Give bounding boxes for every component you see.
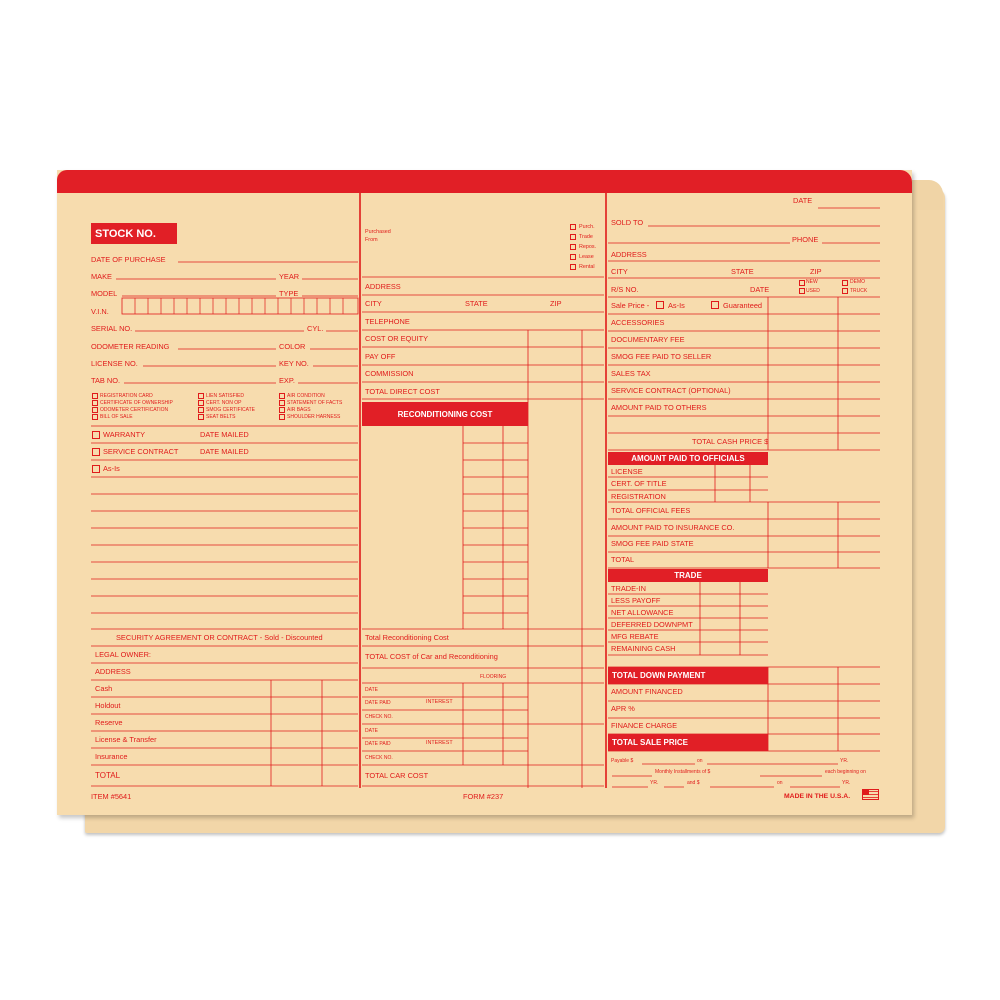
cyl-label: CYL. [307, 324, 324, 333]
net-allowance-label: NET ALLOWANCE [611, 608, 674, 617]
right-state-label: STATE [731, 267, 754, 276]
finance-charge-label: FINANCE CHARGE [611, 721, 678, 730]
less-payoff-label: LESS PAYOFF [611, 596, 661, 605]
rs-no-label: R/S NO. [611, 285, 639, 294]
final-yr-label: YR. [842, 780, 851, 786]
total-direct-cost-label: TOTAL DIRECT COST [365, 387, 440, 396]
installment-yr-label: YR. [650, 780, 659, 786]
date-label: DATE [365, 687, 378, 693]
exp-label: EXP. [279, 376, 295, 385]
us-flag-icon [862, 789, 879, 800]
trade-in-label: TRADE-IN [611, 584, 646, 593]
serial-no-label: SERIAL NO. [91, 324, 133, 333]
total-official-fees-label: TOTAL OFFICIAL FEES [611, 506, 691, 515]
total-car-cost-label: TOTAL CAR COST [365, 771, 429, 780]
doc-label: CERTIFICATE OF OWNERSHIP [100, 400, 173, 406]
left-address-label: ADDRESS [95, 667, 131, 676]
as-is-checkbox[interactable] [92, 465, 100, 473]
model-label: MODEL [91, 289, 118, 298]
rental-checkbox[interactable] [570, 264, 576, 270]
telephone-label: TELEPHONE [365, 317, 410, 326]
total-cost-car-label: TOTAL COST of Car and Reconditioning [365, 652, 498, 661]
total-down-payment-header: TOTAL DOWN PAYMENT [608, 667, 768, 684]
doc-label: CERT. NON OP [206, 400, 242, 406]
doc-checkbox[interactable] [92, 407, 98, 413]
amount-paid-others-label: AMOUNT PAID TO OTHERS [611, 403, 707, 412]
date-paid-label: DATE PAID [365, 700, 391, 706]
insurance-label: Insurance [95, 752, 128, 761]
right-date-label: DATE [793, 196, 813, 205]
left-total-label: TOTAL [95, 771, 121, 780]
made-in-usa-label: MADE IN THE U.S.A. [784, 793, 851, 800]
as-is-label: As-Is [103, 464, 120, 473]
payable-yr-label: YR. [840, 758, 849, 764]
doc-label: LIEN SATISFIED [206, 393, 244, 399]
date-mailed-label: DATE MAILED [200, 430, 249, 439]
purch-checkbox[interactable] [570, 224, 576, 230]
doc-checkbox[interactable] [198, 414, 204, 420]
doc-label: AIR BAGS [287, 407, 311, 413]
payable-on-label: on [697, 758, 703, 764]
flooring-label: FLOORING [480, 674, 507, 680]
sold-to-label: SOLD TO [611, 218, 644, 227]
date-label: DATE [365, 728, 378, 734]
right-total-label: TOTAL [611, 555, 635, 564]
remaining-cash-label: REMAINING CASH [611, 644, 676, 653]
doc-label: REGISTRATION CARD [100, 393, 153, 399]
pay-off-label: PAY OFF [365, 352, 396, 361]
doc-label: ODOMETER CERTIFICATION [100, 407, 169, 413]
doc-label: SEAT BELTS [206, 414, 236, 420]
lease-checkbox[interactable] [570, 254, 576, 260]
purch-label: Purch. [579, 224, 595, 230]
doc-label: SHOULDER HARNESS [287, 414, 341, 420]
commission-label: COMMISSION [365, 369, 414, 378]
truck-checkbox[interactable] [842, 288, 848, 294]
doc-checkbox[interactable] [279, 407, 285, 413]
smog-fee-state-label: SMOG FEE PAID STATE [611, 539, 694, 548]
cash-label: Cash [95, 684, 113, 693]
license-label: LICENSE [611, 467, 643, 476]
doc-checkbox[interactable] [279, 393, 285, 399]
right-zip-label: ZIP [810, 267, 822, 276]
doc-checkbox[interactable] [92, 414, 98, 420]
doc-checkbox[interactable] [279, 414, 285, 420]
total-sale-price-header: TOTAL SALE PRICE [608, 734, 768, 751]
tab-no-label: TAB NO. [91, 376, 121, 385]
rs-date-label: DATE [750, 285, 770, 294]
rental-label: Rental [579, 264, 595, 270]
purchased-from-label: Purchased From [365, 229, 391, 243]
payable-label: Payable $ [611, 758, 634, 764]
sale-as-is-checkbox[interactable] [656, 301, 664, 309]
security-agreement-label: SECURITY AGREEMENT OR CONTRACT - Sold - Discounted [116, 633, 323, 642]
reserve-label: Reserve [95, 718, 123, 727]
reconditioning-cost-header: RECONDITIONING COST [362, 402, 528, 426]
repos-label: Repos. [579, 244, 597, 250]
and-label: and $ [687, 780, 700, 786]
date-mailed-label: DATE MAILED [200, 447, 249, 456]
guaranteed-label: Guaranteed [723, 301, 763, 310]
new-checkbox[interactable] [799, 280, 805, 286]
repos-checkbox[interactable] [570, 244, 576, 250]
doc-checkbox[interactable] [198, 407, 204, 413]
doc-checkbox[interactable] [198, 400, 204, 406]
holdout-label: Holdout [95, 701, 121, 710]
service-contract-optional-label: SERVICE CONTRACT (OPTIONAL) [611, 386, 731, 395]
form-number: FORM #237 [463, 792, 504, 801]
total-cash-price-label: TOTAL CASH PRICE $ [692, 437, 769, 446]
cert-title-label: CERT. OF TITLE [611, 479, 667, 488]
service-contract-label: SERVICE CONTRACT [103, 447, 179, 456]
doc-label: STATEMENT OF FACTS [287, 400, 343, 406]
phone-label: PHONE [792, 235, 819, 244]
color-label: COLOR [279, 342, 306, 351]
doc-label: SMOG CERTIFICATE [206, 407, 255, 413]
vin-label: V.I.N. [91, 307, 109, 316]
trade-label: Trade [579, 234, 593, 240]
warranty-label: WARRANTY [103, 430, 146, 439]
each-beginning-label: each beginning on [825, 769, 866, 775]
sales-tax-label: SALES TAX [611, 369, 651, 378]
mfg-rebate-label: MFG REBATE [611, 632, 659, 641]
doc-label: BILL OF SALE [100, 414, 133, 420]
amount-paid-insurance-label: AMOUNT PAID TO INSURANCE CO. [611, 523, 735, 532]
date-of-purchase-label: DATE OF PURCHASE [91, 255, 166, 264]
vin-boxes [122, 298, 358, 314]
mid-address-label: ADDRESS [365, 282, 401, 291]
right-address-label: ADDRESS [611, 250, 647, 259]
stock-no-header: STOCK NO. [91, 223, 177, 244]
demo-label: DEMO [850, 279, 865, 285]
installment-on-label: on [777, 780, 783, 786]
total-reconditioning-label: Total Reconditioning Cost [365, 633, 449, 642]
used-label: USED [806, 288, 820, 294]
guaranteed-checkbox[interactable] [711, 301, 719, 309]
legal-owner-label: LEGAL OWNER: [95, 650, 151, 659]
cost-equity-label: COST OR EQUITY [365, 334, 429, 343]
license-no-label: LICENSE NO. [91, 359, 138, 368]
sale-price-label: Sale Price - [611, 301, 650, 310]
monthly-installments-label: Monthly Installments of $ [655, 769, 711, 775]
accessories-label: ACCESSORIES [611, 318, 665, 327]
documentary-fee-label: DOCUMENTARY FEE [611, 335, 685, 344]
check-no-label: CHECK NO. [365, 755, 393, 761]
amount-financed-label: AMOUNT FINANCED [611, 687, 683, 696]
make-label: MAKE [91, 272, 112, 281]
year-label: YEAR [279, 272, 300, 281]
warranty-checkbox[interactable] [92, 431, 100, 439]
interest-label: INTEREST [426, 740, 453, 746]
trade-header: TRADE [608, 569, 768, 582]
truck-label: TRUCK [850, 288, 868, 294]
new-label: NEW [806, 279, 818, 285]
item-number: ITEM #5641 [91, 792, 132, 801]
registration-label: REGISTRATION [611, 492, 666, 501]
mid-zip-label: ZIP [550, 299, 562, 308]
trade-checkbox[interactable] [570, 234, 576, 240]
odometer-label: ODOMETER READING [91, 342, 170, 351]
amount-paid-officials-header: AMOUNT PAID TO OFFICIALS [608, 452, 768, 465]
doc-checkbox[interactable] [279, 400, 285, 406]
demo-checkbox[interactable] [842, 280, 848, 286]
deferred-downpmt-label: DEFERRED DOWNPMT [611, 620, 693, 629]
smog-fee-seller-label: SMOG FEE PAID TO SELLER [611, 352, 712, 361]
doc-checkbox[interactable] [198, 393, 204, 399]
check-no-label: CHECK NO. [365, 714, 393, 720]
date-paid-label: DATE PAID [365, 741, 391, 747]
interest-label: INTEREST [426, 699, 453, 705]
type-label: TYPE [279, 289, 299, 298]
doc-checkbox[interactable] [92, 393, 98, 399]
used-checkbox[interactable] [799, 288, 805, 294]
mid-city-label: CITY [365, 299, 382, 308]
service-contract-checkbox[interactable] [92, 448, 100, 456]
license-transfer-label: License & Transfer [95, 735, 157, 744]
doc-label: AIR CONDITION [287, 393, 325, 399]
sale-as-is-label: As-Is [668, 301, 685, 310]
lease-label: Lease [579, 254, 594, 260]
apr-label: APR % [611, 704, 635, 713]
doc-checkbox[interactable] [92, 400, 98, 406]
mid-state-label: STATE [465, 299, 488, 308]
key-no-label: KEY NO. [279, 359, 309, 368]
right-city-label: CITY [611, 267, 628, 276]
